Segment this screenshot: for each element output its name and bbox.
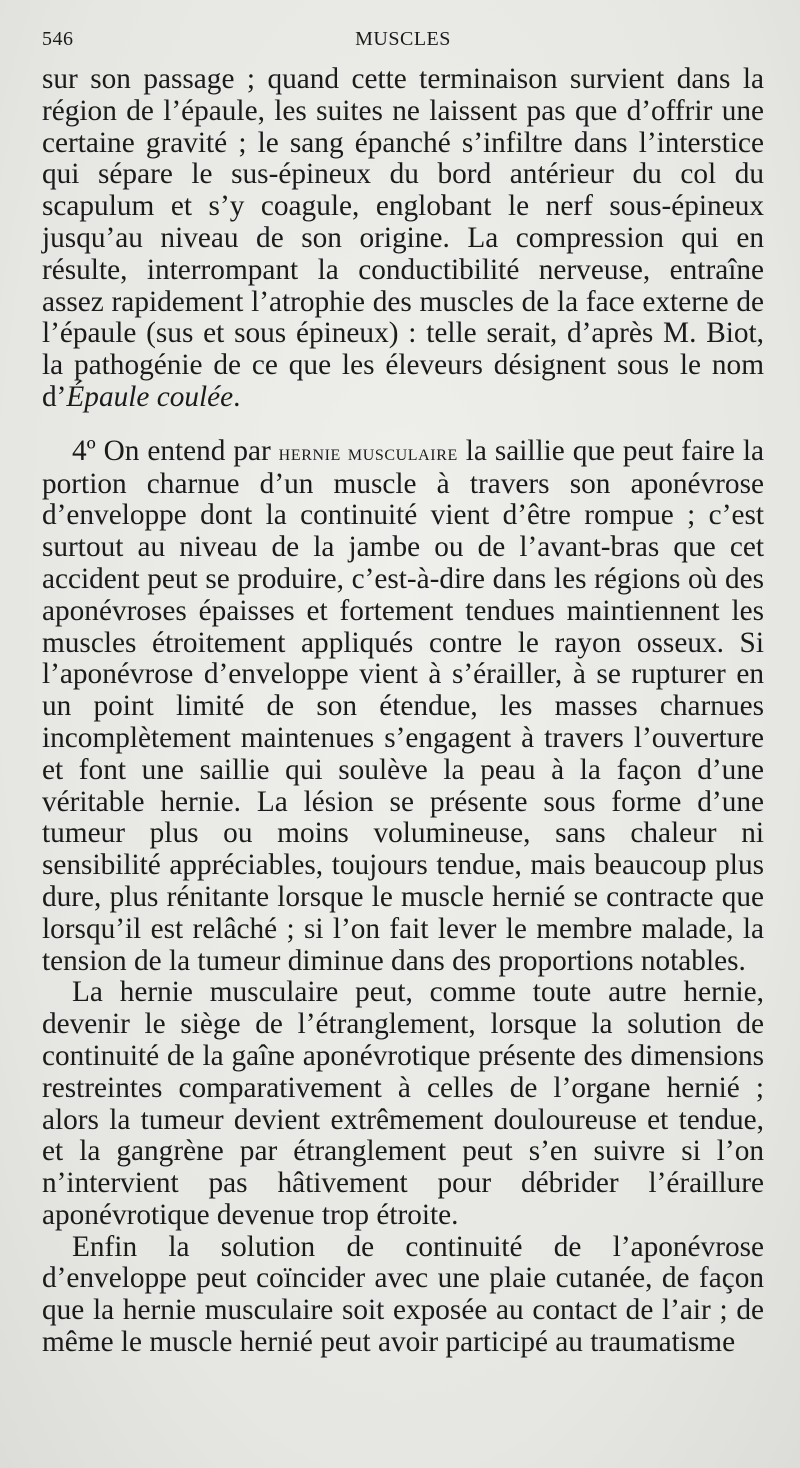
paragraph-etranglement [42,977,764,1231]
paragraph-text: Enfin la solution de continuité de l’aponévrose d’enveloppe peut coïncider avec une plaie cutanée, de façon que la hernie musculaire soit exposée au contact de l’air ; de même le muscle hernié peut avoir participé au traumatisme [42,1230,764,1359]
page-number: 546 [42,28,74,50]
paragraph-end: . [233,380,241,413]
paragraph-epaule-coulee [42,64,764,414]
page-header [42,28,764,64]
paragraph-text: La hernie musculaire peut, comme toute autre hernie, devenir le siège de l’étranglement, lorsque la solution de continuité de la gaîne aponévrotique présente des dimensions restreintes comparativement à celles de l’organe hernié ; alors la tumeur devient extrêmement douloureuse et tendue, et la gangrène par étranglement peut s’en suivre si l’on n’intervient pas hâtivement pour débrider l’éraillure aponévrotique devenue trop étroite. [42,976,764,1231]
body-text [42,64,764,1359]
paragraph-lead: 4º On entend par [72,434,279,467]
paragraph-text: la saillie que peut faire la portion charnue d’un muscle à travers son aponévrose d’enveloppe dont la continuité vient d’être rompue ; c’est surtout au niveau de la jambe ou de l’avant-bras que cet accident peut se produire, c’est-à-dire dans les régions où des aponévroses épaisses et fortement tendues maintiennent les muscles étroitement appliqués contre le rayon osseux. Si l’aponévrose d’enveloppe vient à s’érailler, à se rupturer en un point limité de son étendue, les masses charnues incomplètement maintenues s’engagent à travers l’ouverture et font une saillie qui soulève la peau à la façon d’une véritable hernie. La lésion se présente sous forme d’une tumeur plus ou moins volumineuse, sans chaleur ni sensibilité appréciables, toujours tendue, mais beaucoup plus dure, plus rénitante lorsque le muscle hernié se contracte que lorsqu’il est relâché ; si l’on fait lever le membre malade, la tension de la tumeur diminue dans des proportions notables. [42,434,764,977]
running-head: MUSCLES [355,28,451,50]
smallcaps-term: hernie musculaire [278,439,458,465]
paragraph-plaie-cutanee [42,1232,764,1359]
paragraph-hernie-musculaire [42,436,764,978]
paragraph-text: sur son passage ; quand cette terminaison survient dans la région de l’épaule, les suites ne laissent pas que d’offrir une certaine gravité ; le sang épanché s’infiltre dans l’interstice qui sépare le sus-épineux du bord antérieur du col du scapulum et s’y coagule, englobant le nerf sous-épineux jusqu’au niveau de son origine. La compression qui en résulte, interrompant la conductibilité nerveuse, entraîne assez rapidement l’atrophie des muscles de la face externe de l’épaule (sus et sous épineux) : telle serait, d’après M. Biot, la pathogénie de ce que les éleveurs désignent sous le nom d’ [42,63,764,413]
italic-term: Épaule coulée [66,380,234,413]
